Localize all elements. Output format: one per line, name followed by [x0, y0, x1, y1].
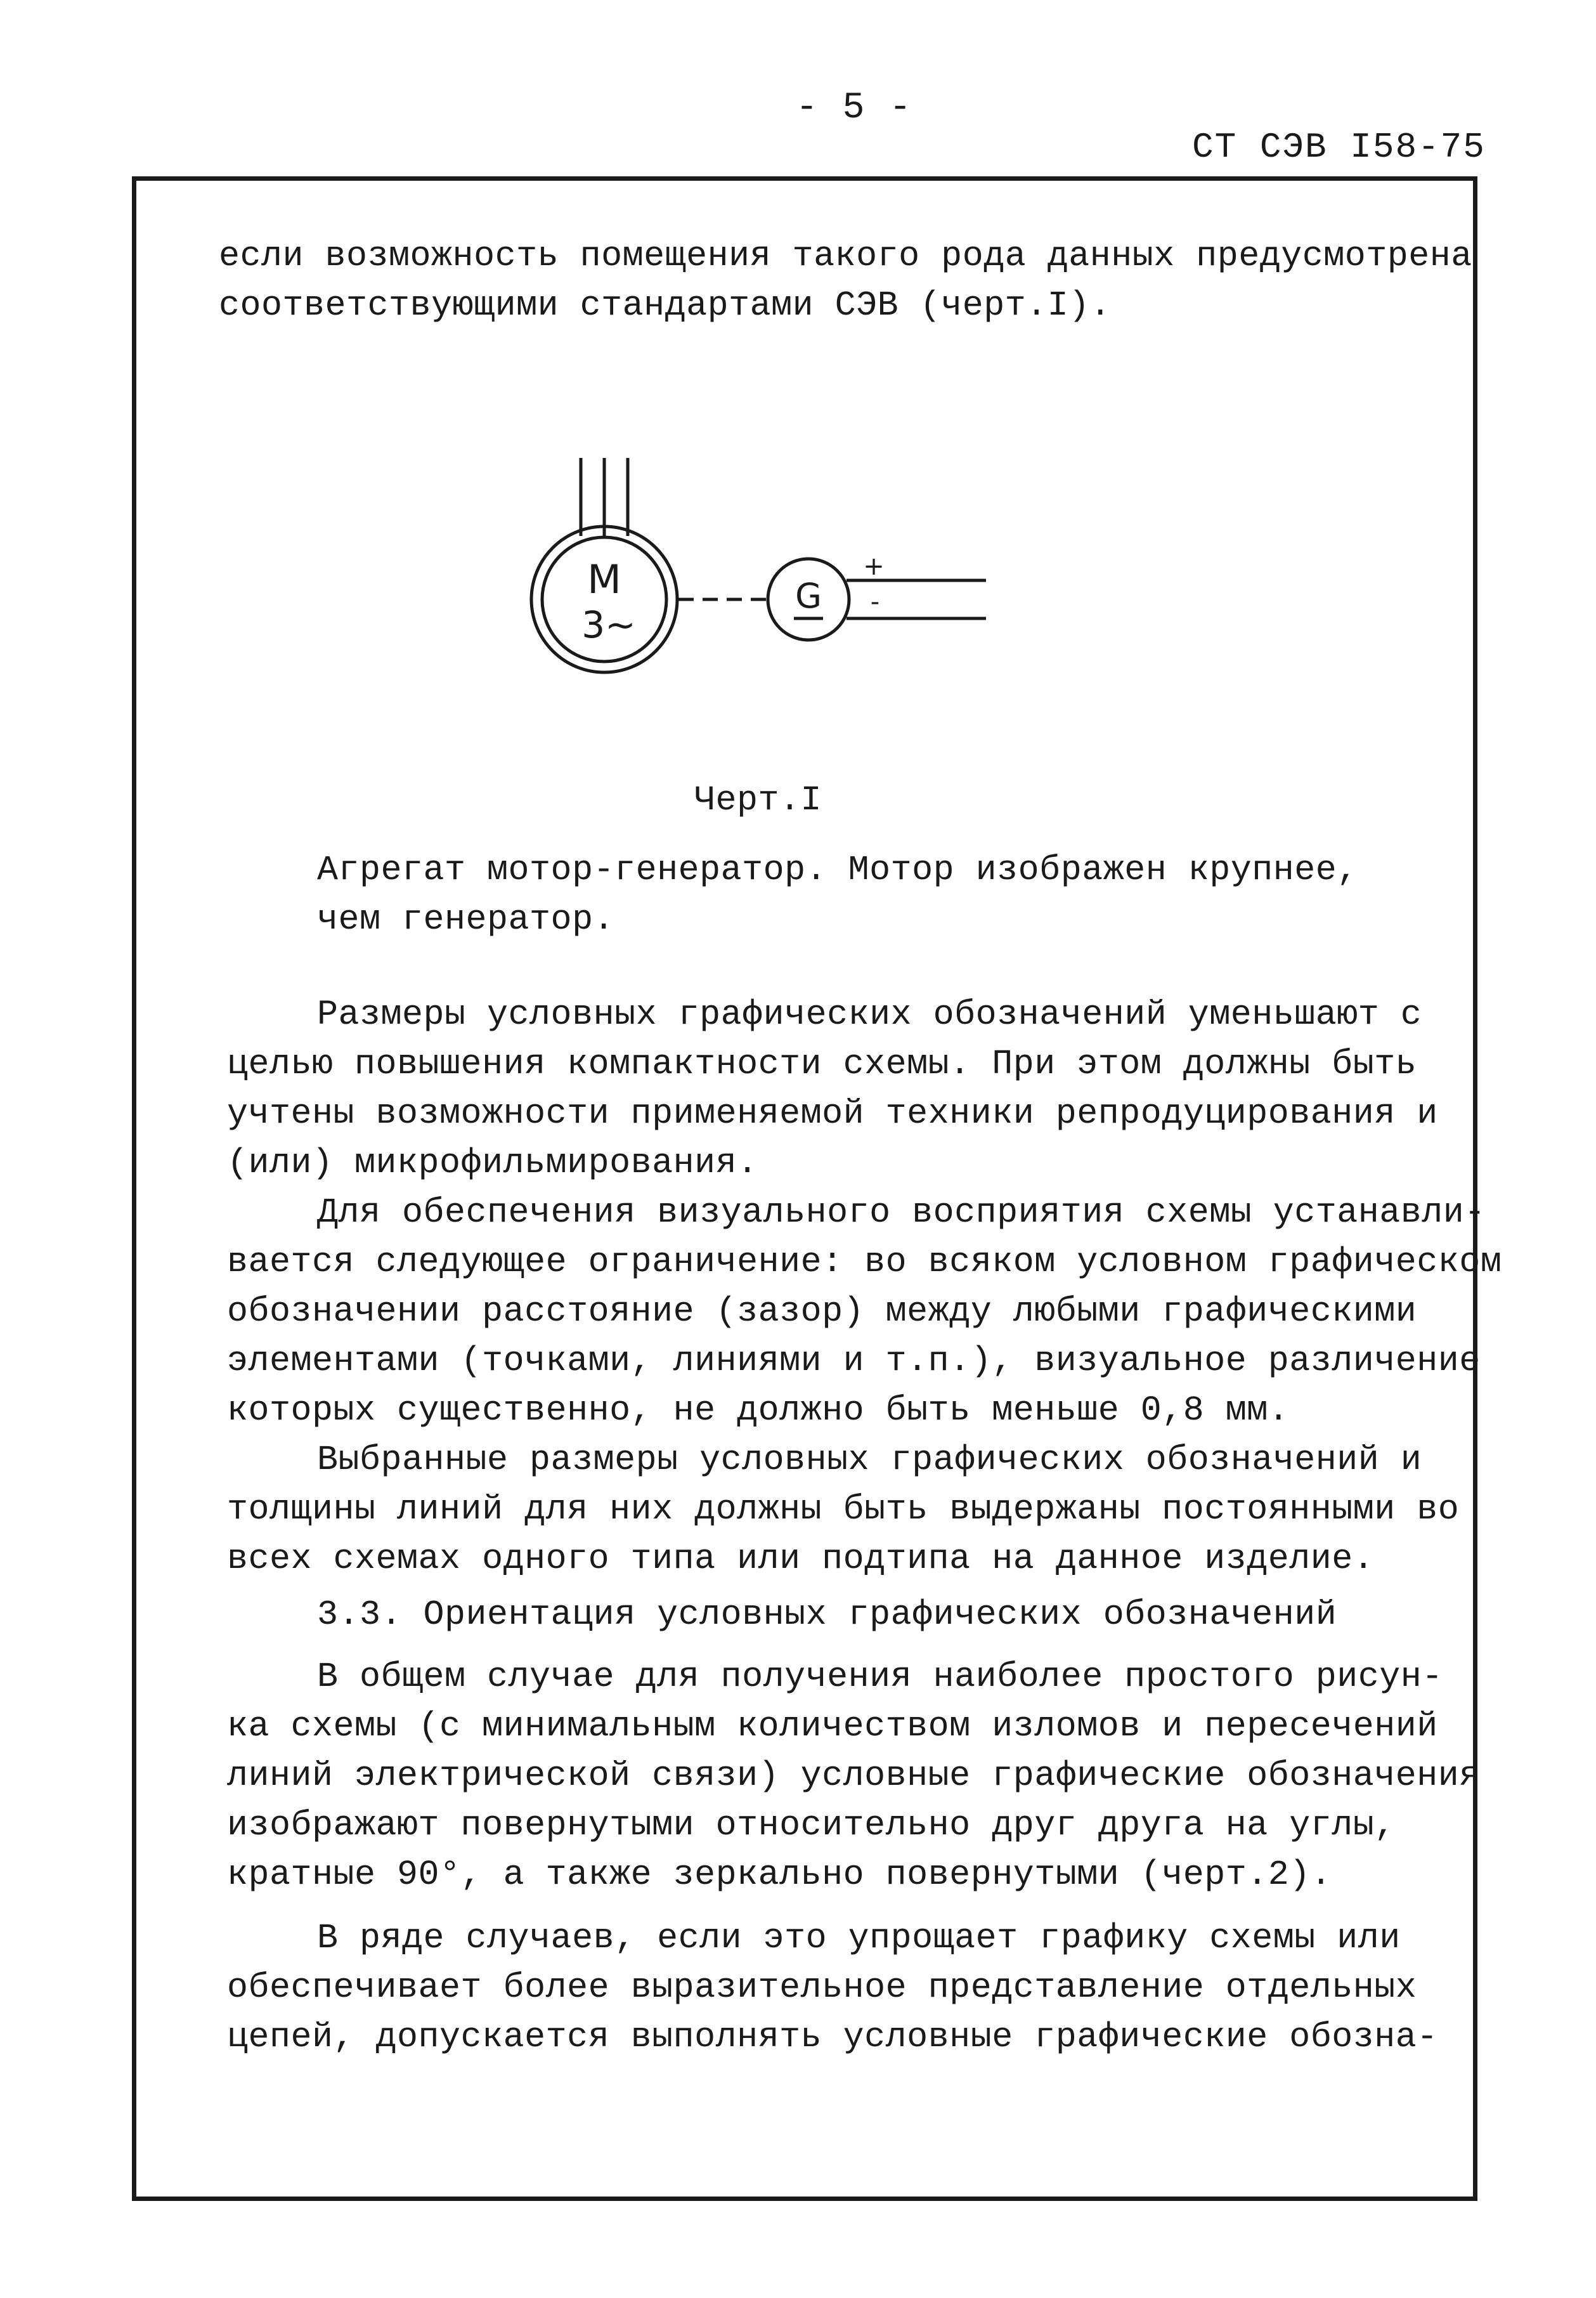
paragraph-line: обеспечивает более выразительное представление отдельных	[227, 1968, 1417, 2007]
plus-sign: +	[863, 552, 885, 581]
paragraph-line: В общем случае для получения наиболее простого рисун-	[317, 1657, 1443, 1697]
paragraph-line: которых существенно, не должно быть меньше 0,8 мм.	[227, 1390, 1290, 1430]
paragraph-line: всех схемах одного типа или подтипа на данное изделие.	[227, 1539, 1375, 1579]
figure-caption-line: Агрегат мотор-генератор. Мотор изображен крупнее,	[317, 850, 1358, 890]
figure-caption-line: чем генератор.	[317, 899, 615, 939]
page-number: - 5 -	[796, 88, 913, 129]
paragraph-line: ка схемы (с минимальным количеством изломов и пересечений	[227, 1706, 1438, 1746]
motor-generator-diagram	[520, 444, 1002, 710]
section-heading: 3.3. Ориентация условных графических обозначений	[317, 1595, 1337, 1635]
paragraph-line: целью повышения компактности схемы. При этом должны быть	[227, 1044, 1417, 1084]
paragraph-line: (или) микрофильмирования.	[227, 1143, 758, 1183]
intro-line: соответствующими стандартами СЭВ (черт.I).	[219, 285, 1112, 325]
motor-generator-svg	[520, 444, 1002, 710]
paragraph-line: Размеры условных графических обозначений уменьшают с	[317, 995, 1422, 1035]
figure-label: Черт.I	[694, 780, 822, 820]
minus-sign: -	[870, 587, 880, 617]
paragraph-line: изображают повернутыми относительно друг друга на углы,	[227, 1805, 1396, 1845]
paragraph-line: Для обеспечения визуального восприятия схемы устанавли-	[317, 1192, 1486, 1232]
paragraph-line: толщины линий для них должны быть выдержаны постоянными во	[227, 1489, 1460, 1529]
paragraph-line: В ряде случаев, если это упрощает графику схемы или	[317, 1918, 1401, 1958]
paragraph-line: элементами (точками, линиями и т.п.), визуальное различение	[227, 1341, 1481, 1381]
motor-symbol: M	[587, 556, 621, 603]
paragraph-line: кратные 90°, а также зеркально повернутыми (черт.2).	[227, 1855, 1332, 1895]
paragraph-line: Выбранные размеры условных графических обозначений и	[317, 1440, 1422, 1480]
paragraph-line: вается следующее ограничение: во всяком условном графическом	[227, 1242, 1502, 1282]
standard-code: СТ СЭВ I58-75	[1192, 127, 1486, 167]
motor-current: 3~	[581, 603, 636, 646]
generator-symbol: G	[795, 576, 822, 616]
paragraph-line: обозначении расстояние (зазор) между любыми графическими	[227, 1291, 1417, 1331]
paragraph-line: учтены возможности применяемой техники репродуцирования и	[227, 1094, 1438, 1133]
paragraph-line: цепей, допускается выполнять условные графические обозна-	[227, 2017, 1438, 2057]
intro-line: если возможность помещения такого рода данных предусмотрена	[219, 236, 1472, 276]
paragraph-line: линий электрической связи) условные графические обозначения	[227, 1756, 1481, 1796]
